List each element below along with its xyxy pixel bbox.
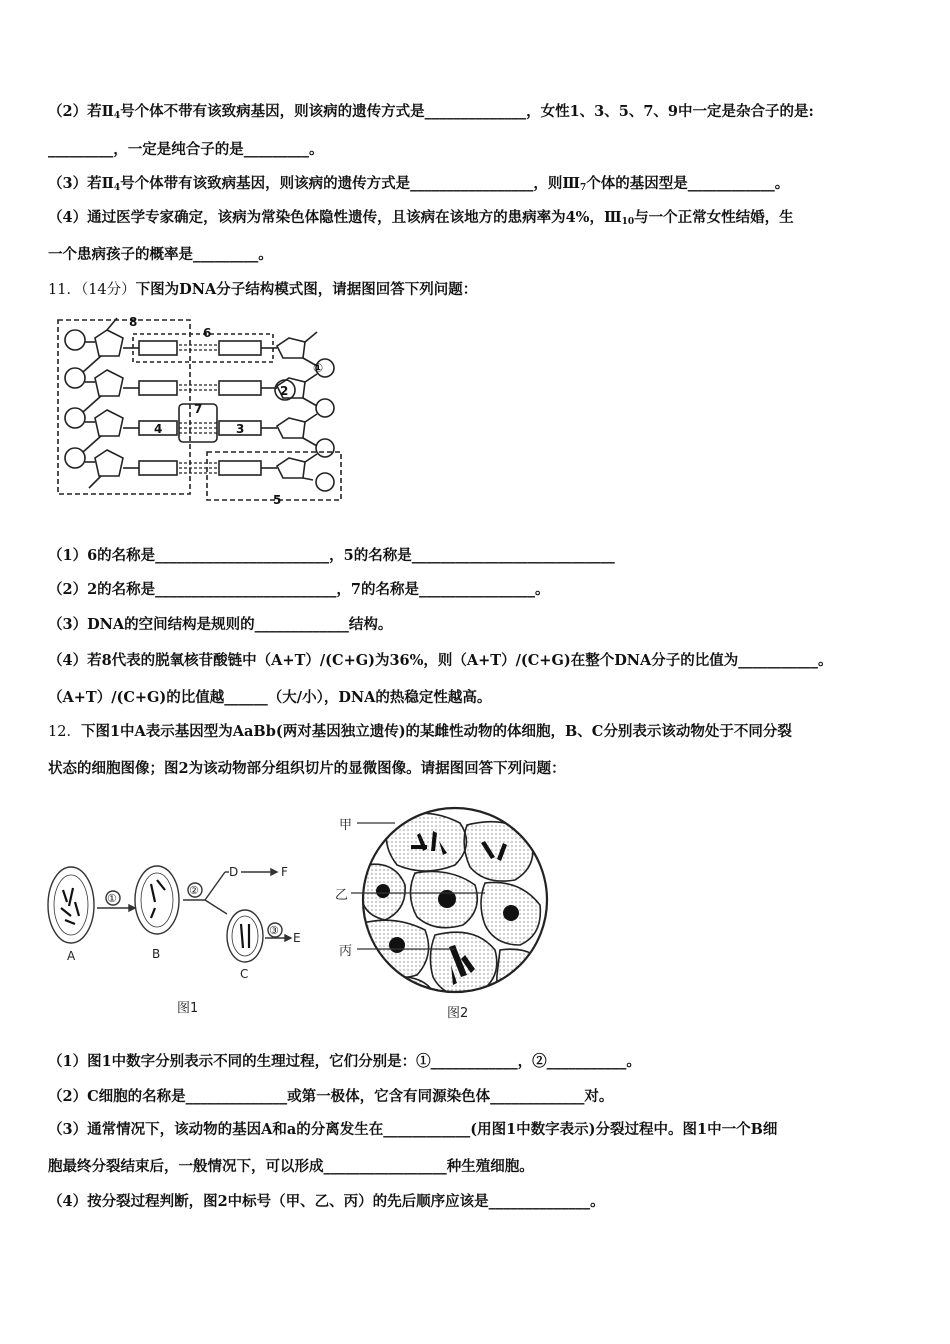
right-phosphate-4 (316, 473, 334, 491)
label-2: 2 (280, 384, 289, 398)
q12-stem1: 下图1中A表示基因型为AaBb(两对基因独立遗传)的某雌性动物的体细胞，B、C分别表示该动物处于不同分裂 (80, 723, 792, 740)
left-base-4 (139, 461, 177, 475)
dna-structure-figure (55, 312, 350, 507)
q12-sub1: （1）图1中数字分别表示不同的生理过程，它们分别是：①____________，②___________。 (48, 1053, 641, 1070)
q10-p4-text-b: 与一个正常女性结婚，生 (634, 209, 794, 226)
q10-p2-subscript: 4 (113, 111, 121, 121)
q12-sub5: （4）按分裂过程判断，图2中标号（甲、乙、丙）的先后顺序应该是______________。 (48, 1193, 605, 1210)
left-phosphate-2 (65, 368, 85, 388)
figure-2-microscope (335, 805, 555, 1027)
label-yi: 乙 (335, 888, 349, 903)
cell-b (135, 866, 179, 934)
q12-sub2: （2）C细胞的名称是______________或第一极体，它含有同源染色体_____________对。 (48, 1088, 614, 1105)
cell-label-b: B (152, 947, 161, 961)
right-sugar-1 (277, 338, 305, 358)
cell-label-c: C (240, 967, 249, 981)
right-base-2 (219, 381, 261, 395)
label-8: 8 (129, 315, 138, 329)
q10-part2-line2: _________，一定是纯合子的是_________。 (48, 141, 324, 158)
label-5: 5 (273, 493, 282, 507)
label-6: 6 (203, 326, 212, 340)
left-sugar-4 (95, 450, 123, 476)
left-base-2 (139, 381, 177, 395)
q10-p3-text-a: （3）若Ⅱ (48, 175, 114, 192)
left-base-1 (139, 341, 177, 355)
left-sugar-1 (95, 330, 123, 356)
cell-a (48, 867, 94, 943)
q12-number: 12． (48, 724, 81, 740)
output-f: F (281, 865, 288, 879)
left-sugar-3 (95, 410, 123, 436)
output-d: D (229, 865, 239, 879)
q11-sub2: （2）2的名称是_________________________，7的名称是________________。 (48, 581, 550, 598)
right-phosphate-2 (316, 399, 334, 417)
q10-p2-text-a: （2）若Ⅱ (48, 103, 114, 120)
label-1: ① (313, 361, 324, 375)
output-e: E (293, 931, 301, 945)
q10-p3-subscript-2: 7 (579, 183, 587, 193)
right-base-1 (219, 341, 261, 355)
label-4: 4 (154, 422, 163, 436)
right-sugar-3 (277, 418, 305, 438)
q10-p3-subscript: 4 (113, 183, 121, 193)
left-phosphate-1 (65, 330, 85, 350)
q10-part2-line1 (48, 102, 908, 126)
left-sugar-2 (95, 370, 123, 396)
left-phosphate-4 (65, 448, 85, 468)
step-1: ① (107, 892, 117, 905)
label-bing: 丙 (339, 944, 353, 959)
q12-stem-line2: 状态的细胞图像；图2为该动物部分组织切片的显微图像。请据图回答下列问题： (48, 760, 566, 777)
left-phosphate-3 (65, 408, 85, 428)
cell-label-a: A (67, 949, 76, 963)
q11-score: （14分） (80, 282, 136, 298)
right-phosphate-3 (316, 439, 334, 457)
step-3: ③ (269, 924, 279, 937)
q10-p3-text-b: 号个体带有该致病基因，则该病的遗传方式是_________________，则Ⅲ (120, 175, 580, 192)
q11-stem-text: 下图为DNA分子结构模式图，请据图回答下列问题： (135, 281, 478, 298)
q11-sub5: （A+T）/(C+G)的比值越______（大/小），DNA的热稳定性越高。 (48, 689, 492, 706)
figure-1-caption: 图1 (177, 1001, 199, 1016)
label-7: 7 (194, 402, 203, 416)
label-3: 3 (236, 422, 245, 436)
q11-sub1: （1）6的名称是________________________，5的名称是____________________________ (48, 547, 615, 564)
q12-sub3: （3）通常情况下，该动物的基因A和a的分离发生在____________(用图1中数字表示)分裂过程中。图1中一个B细 (48, 1121, 778, 1138)
q11-sub4: （4）若8代表的脱氧核苷酸链中（A+T）/(C+G)为36%，则（A+T）/(C+G)在整个DNA分子的比值为___________。 (48, 652, 833, 669)
q10-p4-text-a: （4）通过医学专家确定，该病为常染色体隐性遗传，且该病在该地方的患病率为4%，Ⅲ (48, 209, 622, 226)
step-2: ② (189, 884, 199, 897)
q11-stem (48, 280, 908, 300)
q10-part3 (48, 174, 908, 198)
figure-2-caption: 图2 (447, 1006, 469, 1021)
q10-p4-subscript: 10 (621, 217, 635, 227)
q12-stem-line1 (48, 722, 908, 742)
q12-sub4: 胞最终分裂结束后，一般情况下，可以形成_________________种生殖细胞。 (48, 1158, 534, 1175)
right-sugar-4 (277, 458, 305, 478)
q10-part4-line2: 一个患病孩子的概率是_________。 (48, 246, 273, 263)
q11-sub3: （3）DNA的空间结构是规则的_____________结构。 (48, 616, 393, 633)
figure-1-cell-division (45, 850, 315, 1025)
right-base-4 (219, 461, 261, 475)
q10-part4-line1 (48, 208, 908, 232)
q11-number: 11． (48, 282, 81, 298)
q10-p3-text-c: 个体的基因型是____________。 (586, 175, 790, 192)
q10-p2-text-b: 号个体不带有该致病基因，则该病的遗传方式是______________，女性1、3、5、7、9中一定是杂合子的是: (120, 103, 814, 120)
label-jia: 甲 (339, 818, 353, 833)
